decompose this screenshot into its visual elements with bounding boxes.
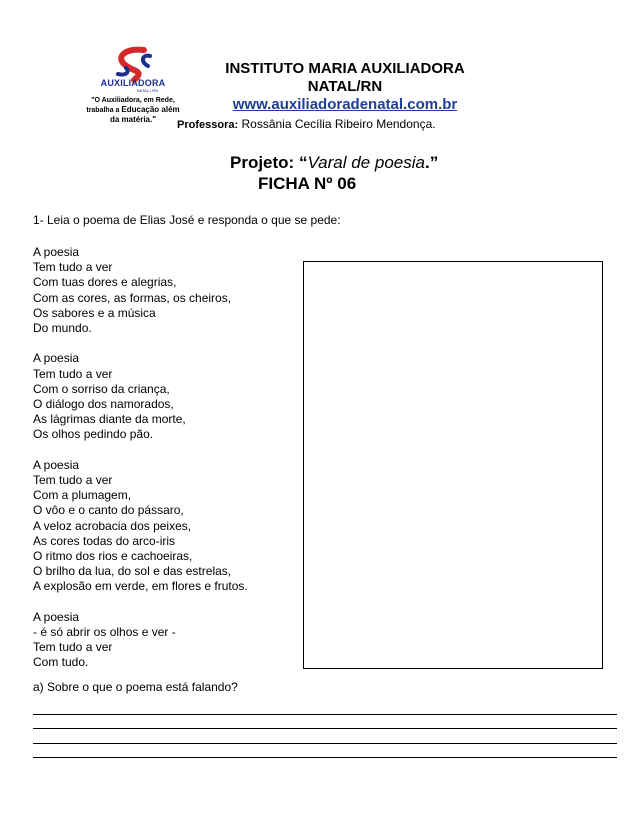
poem-stanza-3 <box>33 458 248 595</box>
poem-line: - é só abrir os olhos e ver - <box>33 625 176 640</box>
poem-line: A poesia <box>33 245 80 259</box>
instruction-text: 1- Leia o poema de Elias José e responda o que se pede: <box>33 213 341 227</box>
sheet-number: FICHA Nº 06 <box>258 174 357 193</box>
logo-brand-text: AUXILIADORA <box>100 78 166 88</box>
motto-line-3: da matéria." <box>109 115 157 124</box>
institution-name: INSTITUTO MARIA AUXILIADORA <box>225 60 465 77</box>
website-link[interactable]: www.auxiliadoradenatal.com.br <box>232 96 458 113</box>
poem-line: As lágrimas diante da morte, <box>33 412 186 427</box>
teacher-name: Rossânia Cecília Ribeiro Mendonça. <box>241 117 436 131</box>
poem-line: Com a plumagem, <box>33 488 132 503</box>
poem-line: As cores todas do arco-iris <box>33 533 176 548</box>
logo-sub-text: NATAL / RN <box>136 88 158 93</box>
poem <box>33 245 248 686</box>
poem-line: Com o sorriso da criança, <box>33 381 170 396</box>
poem-line: Com tuas dores e alegrias, <box>33 275 177 290</box>
poem-line: Com as cores, as formas, os cheiros, <box>33 290 232 305</box>
poem-line: Tem tudo a ver <box>33 366 113 381</box>
poem-line: Tem tudo a ver <box>33 473 113 488</box>
teacher-label: Professora: <box>177 119 239 131</box>
poem-line: A poesia <box>33 609 80 624</box>
poem-line: Os olhos pedindo pão. <box>33 427 154 442</box>
answer-line[interactable] <box>33 715 617 730</box>
question-a: a) Sobre o que o poema está falando? <box>33 680 238 694</box>
poem-line: O ritmo dos rios e cachoeiras, <box>33 549 193 564</box>
poem-line: Do mundo. <box>33 321 92 336</box>
poem-line: Com tudo. <box>33 655 89 670</box>
poem-stanza-1 <box>33 245 248 336</box>
poem-line: A poesia <box>33 351 80 366</box>
answer-line[interactable] <box>33 729 617 744</box>
project-close-quote: .” <box>424 153 439 172</box>
poem-line: Os sabores e a música <box>33 305 156 320</box>
poem-stanza-4 <box>33 610 248 671</box>
project-title <box>230 153 438 173</box>
project-label: Projeto: <box>230 153 295 172</box>
poem-line: A poesia <box>33 457 80 472</box>
answer-line[interactable] <box>33 744 617 759</box>
motto-line-1: "O Auxiliadora, em Rede, <box>91 97 175 104</box>
answer-line[interactable] <box>33 700 617 715</box>
motto-line-2-prefix: trabalha a <box>86 107 120 114</box>
poem-line: Tem tudo a ver <box>33 260 113 275</box>
project-open-quote: “ <box>298 153 308 172</box>
school-motto <box>82 96 184 124</box>
poem-line: O diálogo dos namorados, <box>33 397 174 412</box>
poem-line: Tem tudo a ver <box>33 640 113 655</box>
poem-line: O brilho da lua, do sol e das estrelas, <box>33 564 232 579</box>
poem-line: A veloz acrobacia dos peixes, <box>33 518 192 533</box>
institution-city: NATAL/RN <box>307 78 383 95</box>
motto-line-2 <box>82 105 184 115</box>
poem-stanza-2 <box>33 351 248 442</box>
poem-line: A explosão em verde, em flores e frutos. <box>33 579 248 594</box>
project-name: Varal de poesia <box>307 153 425 172</box>
drawing-box[interactable] <box>303 261 603 669</box>
answer-lines[interactable] <box>33 700 617 758</box>
motto-line-2-strong: Educação além <box>121 105 180 114</box>
teacher-line <box>177 117 436 131</box>
poem-line: O vôo e o canto do pássaro, <box>33 503 184 518</box>
